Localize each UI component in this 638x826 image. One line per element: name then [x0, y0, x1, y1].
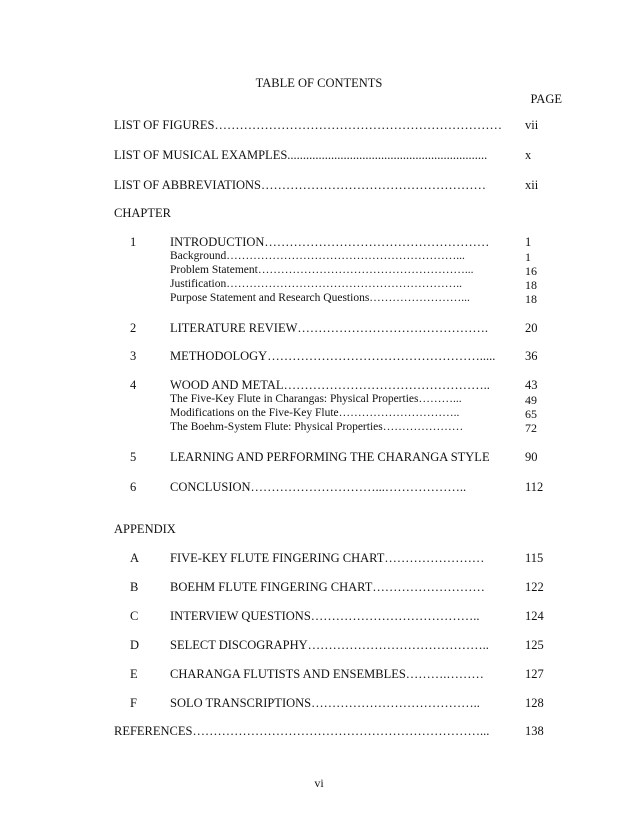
appendix-title: SELECT DISCOGRAPHY…………………………………….. — [170, 638, 489, 652]
toc-page-list-of-figures: vii — [525, 118, 539, 132]
chapter-number: 5 — [130, 450, 137, 464]
chapter-page: 43 — [525, 378, 538, 392]
section-title: Modifications on the Five-Key Flute………………………….. — [170, 407, 460, 419]
appendix-letter: D — [130, 638, 140, 652]
chapter-page: 1 — [525, 235, 532, 249]
chapter-title: LITERATURE REVIEW………………………………………. — [170, 321, 489, 335]
section-title: Justification…………………………………………………….. — [170, 278, 462, 290]
appendix-letter: A — [130, 551, 140, 565]
section-title: Purpose Statement and Research Questions……………………... — [170, 292, 470, 304]
appendix-page: 128 — [525, 696, 544, 710]
chapter-title: INTRODUCTION……………………………………………… — [170, 235, 490, 249]
chapter-page: 112 — [525, 480, 544, 494]
section-page: 18 — [525, 292, 537, 306]
chapter-number: 1 — [130, 235, 137, 249]
section-page: 16 — [525, 264, 537, 278]
chapter-title: WOOD AND METAL………………………………………….. — [170, 378, 490, 392]
toc-page-list-of-musical-examples: x — [525, 148, 532, 162]
chapter-number: 4 — [130, 378, 137, 392]
toc-entry-references: REFERENCES……………………………………………………………... — [114, 724, 490, 738]
chapter-page: 20 — [525, 321, 538, 335]
appendix-letter: C — [130, 609, 139, 623]
toc-entry-list-of-figures: LIST OF FIGURES…………………………………………………………… — [114, 118, 502, 132]
appendix-letter: F — [130, 696, 137, 710]
appendix-page: 122 — [525, 580, 544, 594]
appendix-title: BOEHM FLUTE FINGERING CHART……………………… — [170, 580, 485, 594]
toc-page-list-of-abbreviations: xii — [525, 178, 539, 192]
page-column-header: PAGE — [530, 92, 562, 106]
chapter-title: CONCLUSION…………………………...……………….. — [170, 480, 467, 494]
appendix-letter: E — [130, 667, 138, 681]
chapter-page: 90 — [525, 450, 538, 464]
section-title: The Five-Key Flute in Charangas: Physical Properties………... — [170, 393, 462, 405]
chapter-number: 2 — [130, 321, 137, 335]
section-page: 18 — [525, 278, 537, 292]
appendix-title: SOLO TRANSCRIPTIONS………………………………….. — [170, 696, 480, 710]
appendix-page: 115 — [525, 551, 544, 565]
chapter-number: 3 — [130, 349, 137, 363]
section-page: 49 — [525, 393, 537, 407]
toc-page-references: 138 — [525, 724, 544, 738]
section-title: Background……………………………………………………... — [170, 250, 465, 262]
section-page: 72 — [525, 421, 537, 435]
appendix-title: FIVE-KEY FLUTE FINGERING CHART…………………… — [170, 551, 485, 565]
section-title: The Boehm-System Flute: Physical Properties………………… — [170, 421, 464, 433]
appendix-title: CHARANGA FLUTISTS AND ENSEMBLES……….……… — [170, 667, 484, 681]
appendix-page: 124 — [525, 609, 544, 623]
chapter-title: LEARNING AND PERFORMING THE CHARANGA STYLE — [170, 450, 490, 464]
section-page: 1 — [525, 250, 531, 264]
appendix-page: 125 — [525, 638, 544, 652]
toc-title: TABLE OF CONTENTS — [255, 76, 383, 90]
page-number: vi — [314, 776, 324, 790]
section-page: 65 — [525, 407, 537, 421]
chapter-number: 6 — [130, 480, 137, 494]
chapter-page: 36 — [525, 349, 538, 363]
chapter-title: METHODOLOGY……………………………………………..... — [170, 349, 496, 363]
appendix-title: INTERVIEW QUESTIONS………………………………….. — [170, 609, 480, 623]
toc-entry-list-of-musical-examples: LIST OF MUSICAL EXAMPLES................................................................ — [114, 148, 488, 162]
chapter-heading: CHAPTER — [114, 206, 171, 220]
appendix-heading: APPENDIX — [114, 522, 176, 536]
section-title: Problem Statement………………………………………………... — [170, 264, 474, 276]
appendix-letter: B — [130, 580, 139, 594]
appendix-page: 127 — [525, 667, 544, 681]
toc-entry-list-of-abbreviations: LIST OF ABBREVIATIONS……………………………………………… — [114, 178, 487, 192]
